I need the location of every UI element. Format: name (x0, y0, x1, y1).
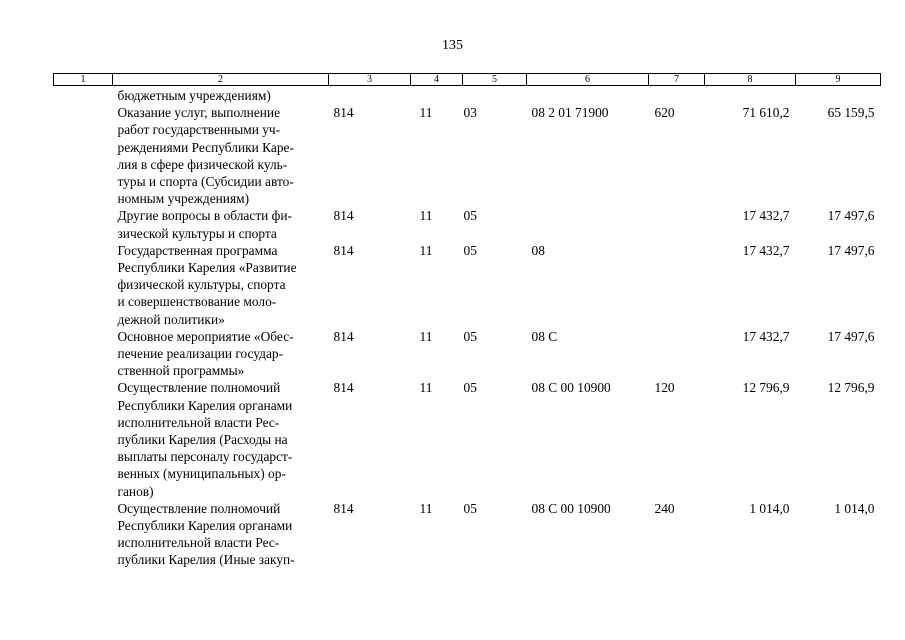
cell-expense-type: 240 (654, 500, 675, 516)
item-name-line: публики Карелия (Иные закуп- (117, 552, 295, 568)
item-name-line: лия в сфере физической куль- (117, 156, 288, 172)
cell-amount-year-2 (796, 86, 881, 105)
table-row (54, 207, 881, 241)
cell-col-1 (54, 379, 113, 499)
table-row (54, 86, 881, 105)
cell-section: 11 (419, 380, 433, 396)
cell-section: 11 (419, 208, 433, 224)
item-name-line: исполнительной власти Рес- (117, 535, 280, 551)
cell-expense-type (649, 328, 705, 380)
cell-item-name (113, 86, 329, 105)
cell-target-article: 08 (531, 242, 545, 258)
table-row (54, 242, 881, 328)
item-name-line: выплаты персоналу государст- (117, 449, 293, 465)
cell-expense-type: 620 (654, 105, 675, 121)
cell-amount-year-2: 65 159,5 (827, 105, 875, 121)
item-name-line: Государственная программа (117, 242, 278, 258)
cell-amount-year-1: 71 610,2 (742, 105, 790, 121)
page-number: 135 (442, 38, 463, 53)
item-name-line: публики Карелия (Расходы на (117, 432, 288, 448)
item-name-line: реждениями Республики Каре- (117, 139, 294, 155)
cell-amount-year-2: 12 796,9 (827, 380, 875, 396)
cell-amount-year-1: 12 796,9 (742, 380, 790, 396)
cell-subsection: 05 (463, 242, 477, 258)
item-name-line: Основное мероприятие «Обес- (117, 328, 294, 344)
cell-target-article: 08 2 01 71900 (531, 105, 609, 121)
cell-admin-code (329, 86, 411, 105)
item-name-line: Другие вопросы в области фи- (117, 208, 292, 224)
cell-admin-code: 814 (333, 328, 354, 344)
budget-table (53, 73, 881, 569)
cell-admin-code: 814 (333, 105, 354, 121)
cell-col-1 (54, 500, 113, 569)
cell-item-name (113, 328, 329, 380)
cell-col-1 (54, 104, 113, 207)
cell-expense-type: 120 (654, 380, 675, 396)
item-name-line: исполнительной власти Рес- (117, 414, 280, 430)
item-name-line: дежной политики» (117, 311, 225, 327)
column-header-7: 7 (649, 74, 705, 86)
column-header-4: 4 (411, 74, 463, 86)
column-header-1: 1 (54, 74, 113, 86)
cell-amount-year-2: 17 497,6 (827, 328, 875, 344)
item-name-line: ганов) (117, 483, 154, 499)
cell-expense-type (649, 242, 705, 328)
cell-target-article: 08 С 00 10900 (531, 500, 611, 516)
cell-expense-type (649, 86, 705, 105)
cell-section: 11 (419, 242, 433, 258)
cell-amount-year-1: 1 014,0 (749, 500, 790, 516)
cell-col-1 (54, 207, 113, 241)
cell-amount-year-1 (705, 86, 796, 105)
cell-subsection: 03 (463, 105, 477, 121)
item-name-line: зической культуры и спорта (117, 225, 277, 241)
table-header (54, 74, 881, 86)
item-name-line: физической культуры, спорта (117, 277, 286, 293)
cell-admin-code: 814 (333, 242, 354, 258)
item-name-line: Осуществление полномочий (117, 500, 281, 516)
cell-subsection (463, 86, 527, 105)
item-name-line: венных (муниципальных) ор- (117, 466, 286, 482)
cell-target-article: 08 С 00 10900 (531, 380, 611, 396)
item-name-line: печение реализации государ- (117, 346, 284, 362)
cell-subsection: 05 (463, 500, 477, 516)
item-name-line: Республики Карелия органами (117, 397, 293, 413)
cell-amount-year-2: 17 497,6 (827, 208, 875, 224)
cell-subsection: 05 (463, 328, 477, 344)
cell-section: 11 (419, 105, 433, 121)
cell-item-name (113, 242, 329, 328)
cell-amount-year-1: 17 432,7 (742, 208, 790, 224)
cell-item-name (113, 500, 329, 569)
table-row (54, 328, 881, 380)
column-header-5: 5 (463, 74, 527, 86)
cell-target-article: 08 С (531, 328, 558, 344)
item-name-line: и совершенствование моло- (117, 294, 277, 310)
cell-item-name (113, 207, 329, 241)
cell-section: 11 (419, 328, 433, 344)
cell-expense-type (649, 207, 705, 241)
cell-admin-code: 814 (333, 500, 354, 516)
cell-col-1 (54, 328, 113, 380)
table-row (54, 104, 881, 207)
cell-admin-code: 814 (333, 380, 354, 396)
cell-item-name (113, 104, 329, 207)
column-header-6: 6 (527, 74, 649, 86)
item-name-line: Осуществление полномочий (117, 380, 281, 396)
item-name-line: Оказание услуг, выполнение (117, 105, 281, 121)
header-row (54, 74, 881, 86)
cell-section: 11 (419, 500, 433, 516)
cell-item-name (113, 379, 329, 499)
column-header-3: 3 (329, 74, 411, 86)
table-body (54, 86, 881, 569)
column-header-8: 8 (705, 74, 796, 86)
cell-amount-year-2: 17 497,6 (827, 242, 875, 258)
item-name-line: Республики Карелия органами (117, 518, 293, 534)
cell-section (411, 86, 463, 105)
item-name-line: номным учреждениям) (117, 191, 250, 207)
cell-admin-code: 814 (333, 208, 354, 224)
cell-subsection: 05 (463, 380, 477, 396)
table-row (54, 379, 881, 499)
item-name-line: Республики Карелия «Развитие (117, 260, 297, 276)
cell-subsection: 05 (463, 208, 477, 224)
cell-col-1 (54, 86, 113, 105)
item-name-line: бюджетным учреждениям) (117, 88, 271, 103)
cell-col-1 (54, 242, 113, 328)
item-name-line: туры и спорта (Субсидии авто- (117, 174, 294, 190)
cell-amount-year-1: 17 432,7 (742, 328, 790, 344)
cell-target-article (527, 207, 649, 241)
column-header-9: 9 (796, 74, 881, 86)
column-header-2: 2 (113, 74, 329, 86)
table-row (54, 500, 881, 569)
cell-target-article (527, 86, 649, 105)
cell-amount-year-2: 1 014,0 (834, 500, 875, 516)
item-name-line: ственной программы» (117, 363, 245, 379)
item-name-line: работ государственными уч- (117, 122, 281, 138)
cell-amount-year-1: 17 432,7 (742, 242, 790, 258)
